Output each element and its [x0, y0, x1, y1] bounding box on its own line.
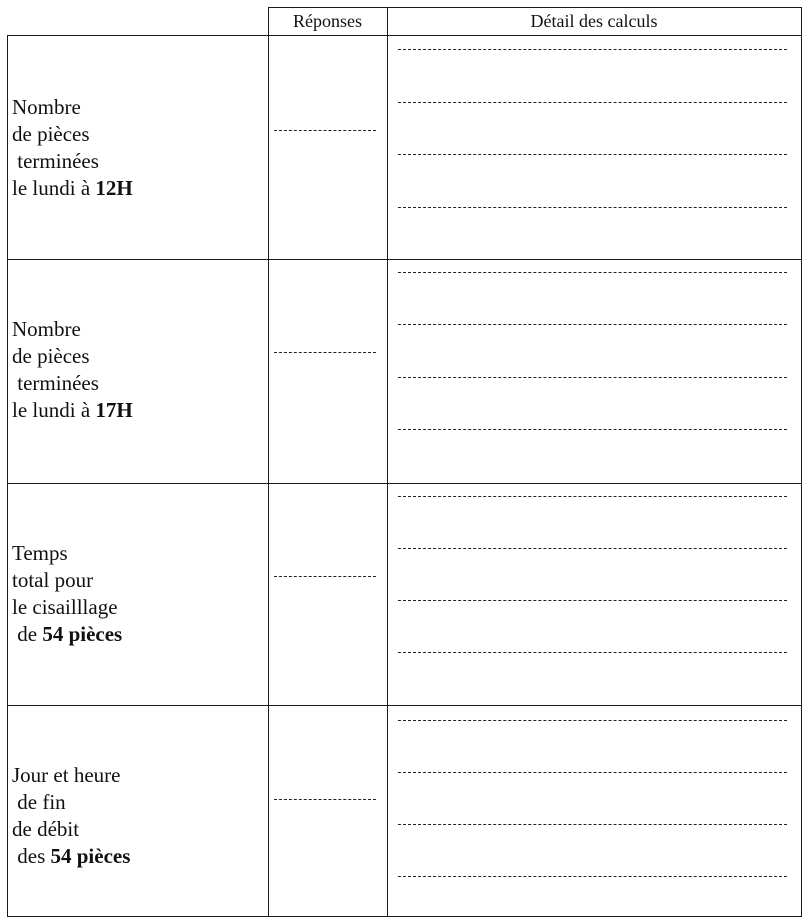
answers-column-left-border [268, 7, 269, 917]
row-label-emphasis: 54 pièces [42, 622, 123, 646]
calculation-line[interactable] [398, 652, 787, 653]
calculation-line[interactable] [398, 600, 787, 601]
row-label-text: Nombre de pièces terminées le lundi à [12, 95, 99, 200]
answer-blank[interactable] [274, 799, 376, 800]
calculation-line[interactable] [398, 720, 787, 721]
calculation-line[interactable] [398, 324, 787, 325]
table-bottom-border [7, 916, 802, 917]
row-divider [7, 705, 802, 706]
answer-blank[interactable] [274, 352, 376, 353]
calculation-line[interactable] [398, 429, 787, 430]
calculation-line[interactable] [398, 876, 787, 877]
row-label-pieces-12h [12, 94, 133, 202]
calculation-line[interactable] [398, 102, 787, 103]
row-label-text: Nombre de pièces terminées le lundi à [12, 317, 99, 422]
calculation-line[interactable] [398, 548, 787, 549]
answers-column-header: Réponses [293, 11, 362, 31]
row-label-emphasis: 17H [95, 398, 133, 422]
table-right-border [801, 7, 802, 917]
row-label-pieces-17h [12, 316, 133, 424]
calculation-line[interactable] [398, 154, 787, 155]
row-label-end-day-and-time [12, 762, 130, 870]
row-divider [7, 259, 802, 260]
row-label-total-shearing-time [12, 540, 122, 648]
answers-column-right-border [387, 7, 388, 917]
answer-blank[interactable] [274, 130, 376, 131]
row-label-text: Jour et heure de fin de débit des [12, 763, 121, 868]
row-label-emphasis: 54 pièces [50, 844, 131, 868]
answer-blank[interactable] [274, 576, 376, 577]
table-left-border [7, 35, 8, 917]
calculation-line[interactable] [398, 772, 787, 773]
calculation-line[interactable] [398, 207, 787, 208]
header-bottom-border [7, 35, 802, 36]
calculation-line[interactable] [398, 496, 787, 497]
row-divider [7, 483, 802, 484]
calculation-line[interactable] [398, 824, 787, 825]
calculations-column-header: Détail des calculs [530, 11, 658, 31]
calculation-line[interactable] [398, 49, 787, 50]
calculation-line[interactable] [398, 377, 787, 378]
row-label-text: Temps total pour le cisailllage de [12, 541, 118, 646]
row-label-emphasis: 12H [95, 176, 133, 200]
calculation-line[interactable] [398, 272, 787, 273]
